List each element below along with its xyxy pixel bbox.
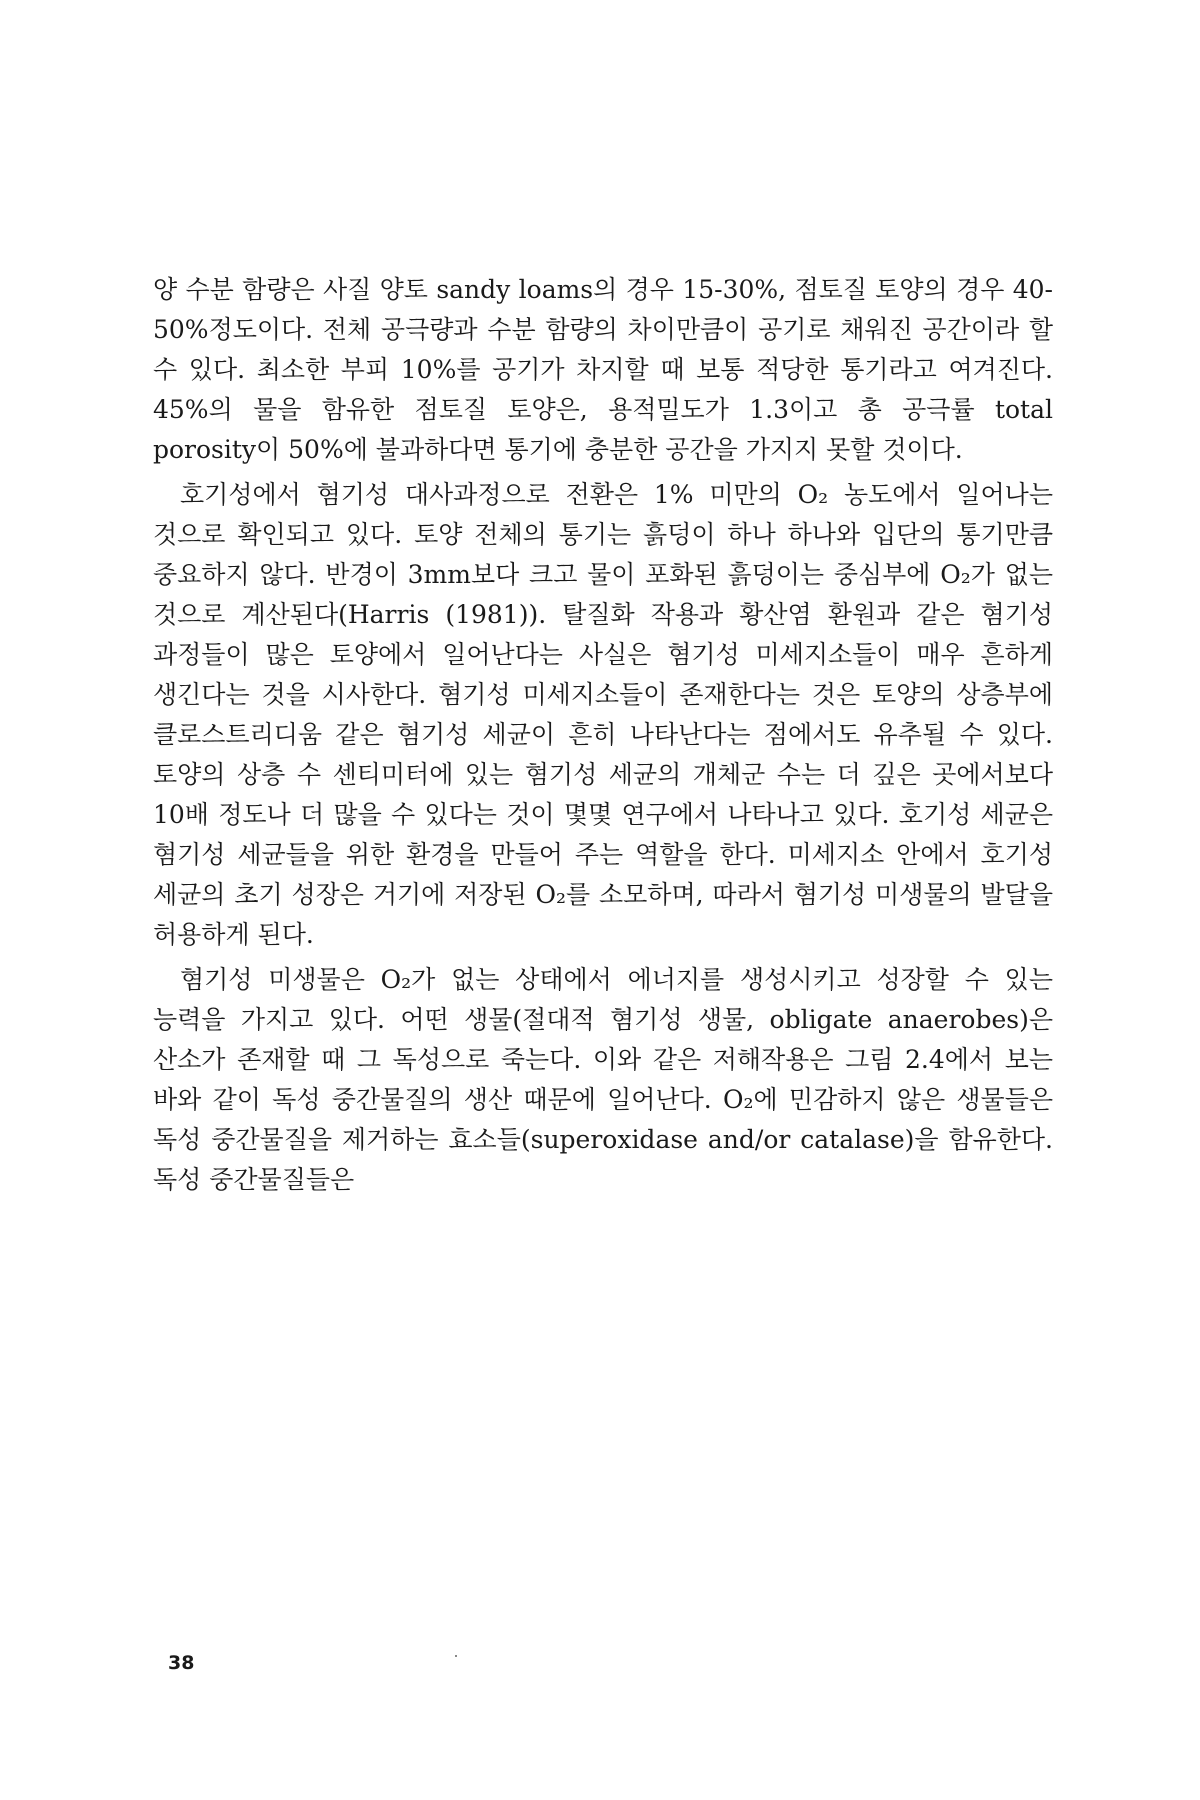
paragraph-anaerobic-microbes: 혐기성 미생물은 O₂가 없는 상태에서 에너지를 생성시키고 성장할 수 있는 능력을 가지고 있다. 어떤 생물(절대적 혐기성 생물, obligate anaerobes)은 산소가 존재할 때 그 독성으로 죽는다. 이와 같은 저해작용은 그림 2.4에서 보는 바와 같이 독성 중간물질의 생산 때문에 일어난다. O₂에 민감하지 않은 생물들은 독성 중간물질을 제거하는 효소들(superoxidase and/or catalase)을 함유한다. 독성 중간물질들은	[153, 965, 1053, 1194]
page-number: 38	[168, 1652, 195, 1674]
paragraph-soil-water-content: 양 수분 함량은 사질 양토 sandy loams의 경우 15-30%, 점토질 토양의 경우 40-50%정도이다. 전체 공극량과 수분 함량의 차이만큼이 공기로 채워진 공간이라 할 수 있다. 최소한 부피 10%를 공기가 차지할 때 보통 적당한 통기라고 여겨진다. 45%의 물을 함유한 점토질 토양은, 용적밀도가 1.3이고 총 공극률 total porosity이 50%에 불과하다면 통기에 충분한 공간을 가지지 못할 것이다.	[153, 275, 1053, 464]
paragraph-anaerobic-transition: 호기성에서 혐기성 대사과정으로 전환은 1% 미만의 O₂ 농도에서 일어나는 것으로 확인되고 있다. 토양 전체의 통기는 흙덩이 하나 하나와 입단의 통기만큼 중요하지 않다. 반경이 3mm보다 크고 물이 포화된 흙덩이는 중심부에 O₂가 없는 것으로 계산된다(Harris (1981)). 탈질화 작용과 황산염 환원과 같은 혐기성 과정들이 많은 토양에서 일어난다는 사실은 혐기성 미세지소들이 매우 흔하게 생긴다는 것을 시사한다. 혐기성 미세지소들이 존재한다는 것은 토양의 상층부에 클로스트리디움 같은 혐기성 세균이 흔히 나타난다는 점에서도 유추될 수 있다. 토양의 상층 수 센티미터에 있는 혐기성 세균의 개체군 수는 더 깊은 곳에서보다 10배 정도나 더 많을 수 있다는 것이 몇몇 연구에서 나타나고 있다. 호기성 세균은 혐기성 세균들을 위한 환경을 만들어 주는 역할을 한다. 미세지소 안에서 호기성 세균의 초기 성장은 거기에 저장된 O₂를 소모하며, 따라서 혐기성 미생물의 발달을 허용하게 된다.	[153, 480, 1053, 949]
body-text	[153, 270, 1053, 1205]
scan-speck	[455, 1655, 457, 1657]
